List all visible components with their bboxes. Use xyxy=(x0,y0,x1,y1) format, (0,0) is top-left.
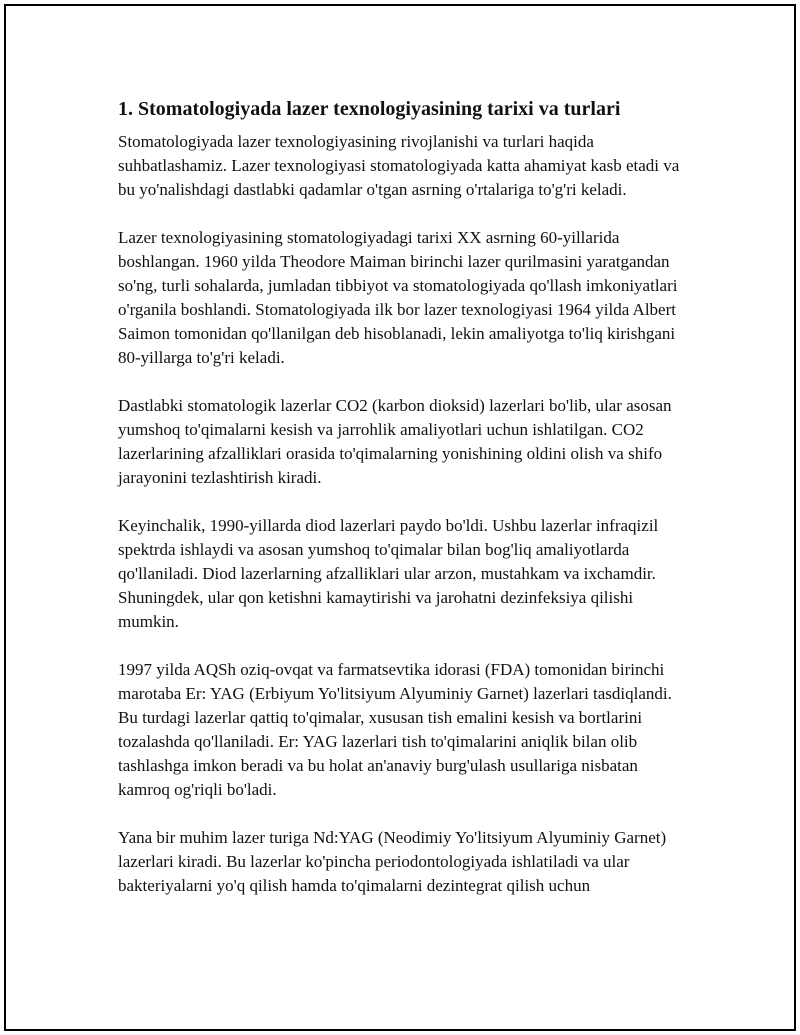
paragraph-co2-lasers: Dastlabki stomatologik lazerlar CO2 (karbon dioksid) lazerlari bo'lib, ular asosan yumshoq to'qimalarni kesish va jarrohlik amaliyotlari uchun ishlatilgan. CO2 lazerlarining afzalliklari orasida to'qimalarning yonishining oldini olish va shifo jarayonini tezlashtirish kiradi. xyxy=(118,396,672,487)
page-title: 1. Stomatologiyada lazer texnologiyasining tarixi va turlari xyxy=(118,98,621,120)
document-body xyxy=(118,96,688,922)
paragraph-nd-yag-lasers: Yana bir muhim lazer turiga Nd:YAG (Neodimiy Yo'litsiyum Alyuminiy Garnet) lazerlari kiradi. Bu lazerlar ko'pincha periodontologiyada ishlatiladi va ular bakteriyalarni yo'q qilish hamda to'qimalarni dezintegrat qilish uchun xyxy=(118,828,667,895)
paragraph-diode-lasers: Keyinchalik, 1990-yillarda diod lazerlari paydo bo'ldi. Ushbu lazerlar infraqizil spektrda ishlaydi va asosan yumshoq to'qimalar bilan bog'liq amaliyotlarda qo'llaniladi. Diod lazerlarning afzalliklari ular arzon, mustahkam va ixchamdir. Shuningdek, ular qon ketishni kamaytirishi va jarohatni dezinfeksiya qilishi mumkin. xyxy=(118,516,659,631)
paragraph-history: Lazer texnologiyasining stomatologiyadagi tarixi XX asrning 60-yillarida boshlangan. 1960 yilda Theodore Maiman birinchi lazer qurilmasini yaratgandan so'ng, turli sohalarda, jumladan tibbiyot va stomatologiyada qo'llash imkoniyatlari o'rganila boshlandi. Stomatologiyada ilk bor lazer texnologiyasi 1964 yilda Albert Saimon tomonidan qo'llanilgan deb hisoblanadi, lekin amaliyotga to'liq kirishgani 80-yillarga to'g'ri keladi. xyxy=(118,228,678,367)
paragraph-er-yag-lasers: 1997 yilda AQSh oziq-ovqat va farmatsevtika idorasi (FDA) tomonidan birinchi marotaba Er: YAG (Erbiyum Yo'litsiyum Alyuminiy Garnet) lazerlari tasdiqlandi. Bu turdagi lazerlar qattiq to'qimalar, xususan tish emalini kesish va bortlarini tozalashda qo'llaniladi. Er: YAG lazerlari tish to'qimalarini aniqlik bilan olib tashlashga imkon beradi va bu holat an'anaviy burg'ulash usullariga nisbatan kamroq og'riqli bo'ladi. xyxy=(118,660,672,799)
document-page xyxy=(4,4,796,1031)
paragraph-intro: Stomatologiyada lazer texnologiyasining rivojlanishi va turlari haqida suhbatlashamiz. Lazer texnologiyasi stomatologiyada katta ahamiyat kasb etadi va bu yo'nalishdagi dastlabki qadamlar o'tgan asrning o'rtalariga to'g'ri keladi. xyxy=(118,132,680,199)
